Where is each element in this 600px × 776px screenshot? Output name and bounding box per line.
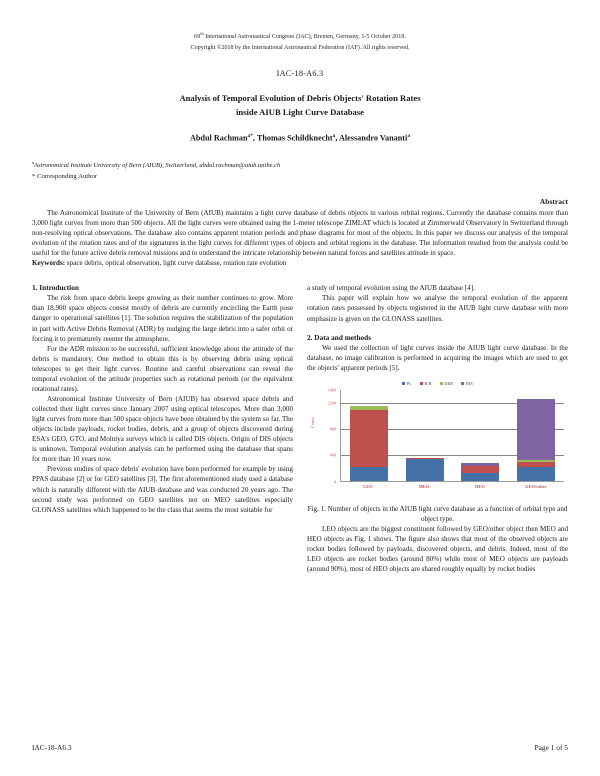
intro-paragraph-5: This paper will explain how we analyse the temporal evolution of the apparent rotation rates possessed by objects registered in the AIUB light curve database with more emphasize is given on the GLONASS satellites. bbox=[307, 294, 568, 323]
ordinal-superscript: th bbox=[200, 31, 204, 36]
author-3-affiliation-marker: a bbox=[407, 132, 411, 139]
intro-paragraph-1: The risk from space debris keeps growing as their number continues to grow. More than 18,900 space objects consist mostly of debris are currently encircling the Earth pose danger to operational satellites [1]. The solution requires the stabilization of the population in part with Active Debris Removal (ADR) by nudging the large debris into a safer orbit or forcing it to prematurely reenter the atmosphere. bbox=[32, 294, 293, 343]
bar-segment bbox=[406, 459, 444, 481]
plot-wrapper bbox=[310, 387, 564, 490]
legend-swatch-icon bbox=[402, 382, 405, 385]
affiliation-marker: a bbox=[32, 159, 35, 165]
page-title bbox=[32, 92, 568, 119]
title-line-1: Analysis of Temporal Evolution of Debris Objects' Rotation Rates bbox=[179, 93, 421, 104]
stacked-bar bbox=[406, 458, 444, 481]
affiliation-line bbox=[32, 159, 568, 172]
bar-group bbox=[514, 390, 559, 481]
intro-paragraph-continued: a study of temporal evolution using the AIUB database [4]. bbox=[307, 284, 475, 293]
x-axis-tick-label: MEO bbox=[418, 483, 430, 489]
legend-swatch-icon bbox=[440, 382, 443, 385]
y-axis-tick-label: 1400 bbox=[327, 387, 336, 393]
y-axis-tick-label: 400 bbox=[329, 452, 336, 458]
intro-paragraph-2: For the ADR mission to be successful, sufficient knowledge about the attitude of the debris is mandatory. One method to obtain this is by observing debris using optical telescopes to get their light curves. Routine and careful observations can reveal the temporal evolution of the attitude properties such as rotational periods (or the equivalent rotational rates). bbox=[32, 344, 293, 393]
plot-area bbox=[340, 390, 564, 482]
bar-segment bbox=[350, 410, 388, 467]
bar-segment bbox=[517, 467, 555, 481]
bar-group bbox=[347, 390, 392, 481]
bar-group bbox=[402, 390, 447, 481]
x-axis-labels bbox=[340, 484, 564, 489]
section-heading-data-and-methods: 2. Data and methods bbox=[307, 332, 372, 342]
running-header-line2: Copyright ©2018 by the International Astronautical Federation (IAF). All rights reserved. bbox=[190, 44, 410, 51]
footer-paper-id: IAC-18-A6.3 bbox=[32, 743, 72, 752]
author-1: Abdul Rachman bbox=[189, 133, 248, 143]
legend-label: PL bbox=[406, 380, 412, 386]
corresponding-author-note: * Corresponding Author bbox=[32, 173, 98, 181]
body-columns bbox=[32, 283, 568, 574]
author-1-affiliation-marker: a* bbox=[247, 132, 253, 139]
legend-label: R/B bbox=[424, 380, 432, 386]
page-footer bbox=[32, 743, 568, 752]
affiliation-text: Astronomical Institute University of Bern (AIUB), Switzerland, abdul.rachman@aiub.unibe.ch bbox=[34, 161, 281, 169]
y-axis-tick-label: 0 bbox=[333, 479, 336, 485]
author-list: Abdul Rachman$^{a*}$, Thomas Schildknecht$^a$, Alessandro Vananti$^a$ bbox=[189, 132, 411, 143]
legend-label: DEB bbox=[444, 380, 454, 386]
abstract-text: The Astronomical Institute of the University of Bern (AIUB) maintains a light curve database of debris objects in various orbital regions. Currently the database contains more than 3,000 light curves from more than 500 objects. All the light curves were obtained using the 1-meter telescope ZIMLAT which is located at Zimmerwald Observatory in Switzerland through non-resolving optical observations. The database also contains apparent rotation periods and phase diagrams for most of the objects. In this paper we discuss our analysis of the temporal evolution of the rotation rates and of the signatures in the light curves for different types of objects and orbital regions in the database. The information resulted from the analysis could be useful for the future active debris removal missions and to understand the intricate relationship between natural forces and satellites attitude in space. bbox=[32, 208, 568, 258]
keywords-value: space debris, optical observation, light curve database, rotation rate evolution bbox=[65, 259, 287, 268]
x-axis-tick-label: GEO/other bbox=[525, 483, 547, 489]
author-3: Alessandro Vananti bbox=[338, 133, 408, 143]
intro-paragraph-3: Astronomical Institute University of Bern (AIUB) has observed space debris and collected their light curves since January 2007 using optical telescopes. More than 3,000 light curves from more than 500 space objects have been obtained by the system so far. The objects include payloads, rocket bodies, debris, and a group of objects discovered during ESA's GEO, GTO, and Molniya surveys which is called DIS objects. Origin of DIS objects is unknown. Temporal evolution analysis can be performed using the database that spans for more than 10 years now. bbox=[32, 394, 293, 464]
bar-segment bbox=[350, 467, 388, 481]
author-2-affiliation-marker: a bbox=[332, 132, 336, 139]
keywords-line bbox=[32, 258, 568, 268]
intro-paragraph-4: Previous studies of space debris' evolution have been performed for example by using PPAS database [2] or for GEO satellites [3]. The first aforementioned study used a database which is naturally different with the AIUB database and was conducted 20 years ago. The second study was performed on GEO satellites not on MEO satellites especially GLONASS satellites which happened to be the class that seems the most suitable for bbox=[32, 465, 293, 514]
data-methods-paragraph-1: We used the collection of light curves inside the AIUB light curve database. In the database, no image calibration is performed in acquiring the images which are used to get the objects' apparent periods [5]. bbox=[307, 343, 568, 372]
section-heading-introduction: 1. Introduction bbox=[32, 283, 79, 293]
y-axis-tick-label: 1200 bbox=[327, 400, 336, 406]
figure-caption: Fig. 1. Number of objects in the AIUB light curve database as a function of orbital type and object type. bbox=[307, 504, 568, 523]
y-axis-title: Count bbox=[310, 416, 315, 428]
legend-swatch-icon bbox=[420, 382, 423, 385]
stacked-bar bbox=[461, 463, 499, 480]
bar-segment bbox=[461, 466, 499, 473]
running-header-line1: 69th International Astronautical Congress (IAC), Bremen, Germany, 1-5 October 2018. bbox=[194, 31, 406, 41]
legend-item-rb bbox=[420, 381, 432, 386]
running-header bbox=[32, 30, 568, 53]
legend-label: DIS bbox=[465, 380, 473, 386]
bar-segment bbox=[517, 399, 555, 461]
legend-swatch-icon bbox=[461, 382, 464, 385]
footer-page-number: Page 1 of 5 bbox=[534, 743, 568, 752]
right-column bbox=[307, 283, 568, 574]
legend-item-dis bbox=[461, 381, 473, 386]
left-column bbox=[32, 283, 293, 574]
x-axis-tick-label: LEO bbox=[363, 483, 373, 489]
author-2: Thomas Schildknecht bbox=[256, 133, 333, 143]
legend-item-deb bbox=[440, 381, 453, 386]
paper-id: IAC-18-A6.3 bbox=[276, 69, 324, 79]
x-axis-tick-label: HEO bbox=[475, 483, 485, 489]
figure-1 bbox=[307, 380, 568, 524]
bar-segment bbox=[461, 473, 499, 481]
title-line-2: inside AIUB Light Curve Database bbox=[236, 106, 364, 117]
stacked-bar bbox=[517, 399, 555, 481]
keywords-label: Keywords: bbox=[32, 259, 66, 268]
stacked-bar bbox=[350, 406, 388, 481]
y-axis-tick-label: 800 bbox=[329, 426, 336, 432]
stacked-bar-chart bbox=[311, 380, 564, 500]
data-methods-paragraph-2: LEO objects are the biggest constituent followed by GEO/other object then MEO and HEO objects as Fig. 1 shows. The figure also shows that most of the observed objects are rocket bodies followed by payloads, discovered objects, and debris. Indeed, most of the LEO objects are rocket bodies (around 80%) while most of MEO objects are payloads (around 90%), most of HEO objects are shared roughly equally by rocket bodies bbox=[307, 524, 568, 574]
chart-legend bbox=[311, 380, 564, 387]
bar-group bbox=[458, 390, 503, 481]
bar-series-container bbox=[341, 390, 564, 481]
legend-item-pl bbox=[402, 381, 412, 386]
y-axis-ticks bbox=[319, 387, 338, 485]
abstract-heading: Abstract bbox=[539, 196, 568, 206]
